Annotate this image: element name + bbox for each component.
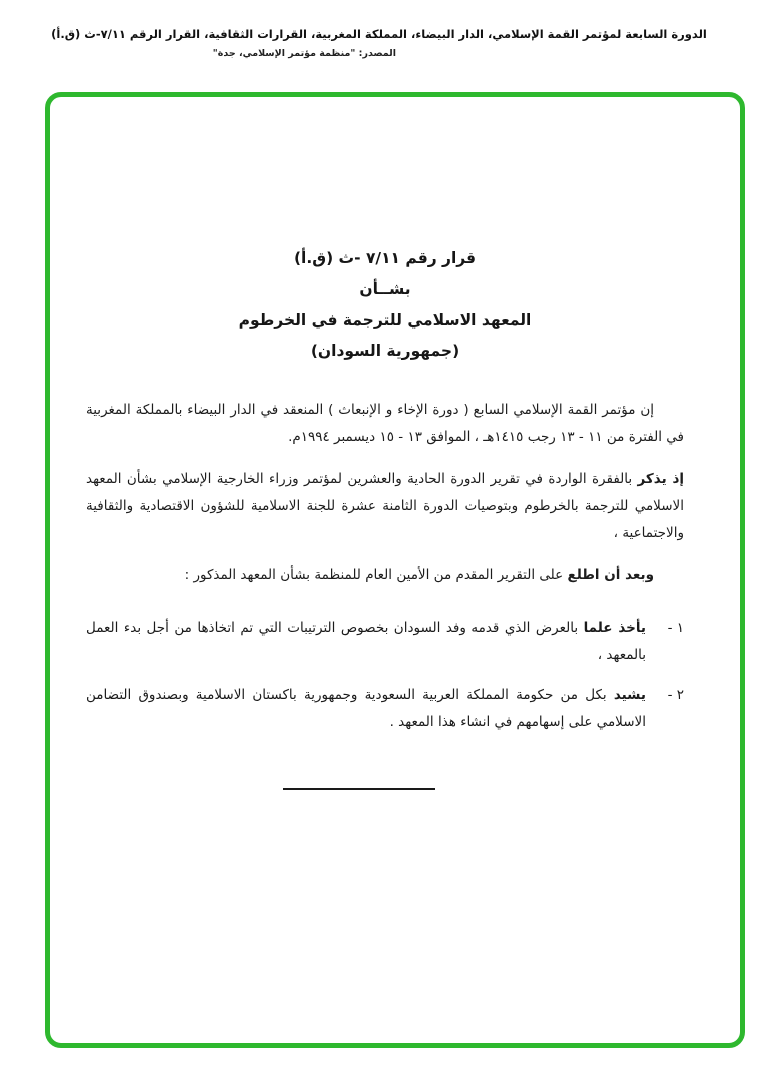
item-lead: يشيد bbox=[613, 687, 646, 703]
document-source-text: المصدر: "منظمة مؤتمر الإسلامي، جدة" bbox=[212, 48, 396, 59]
signature-line bbox=[283, 788, 435, 790]
item-text bbox=[86, 682, 646, 736]
item-text bbox=[86, 615, 646, 669]
preamble-paragraph bbox=[86, 397, 684, 451]
scanned-page-frame bbox=[45, 92, 745, 1048]
resolution-subject-word: بشــأن bbox=[359, 280, 411, 298]
report-paragraph bbox=[86, 562, 684, 589]
resolution-country-title: (جمهورية السودان) bbox=[310, 342, 460, 360]
item-number: ١ - bbox=[667, 620, 684, 636]
recall-lead: إذ يذكر bbox=[637, 471, 684, 487]
item-lead: يأخذ علما bbox=[583, 620, 646, 636]
recall-text: بالفقرة الواردة في تقرير الدورة الحادية والعشرين لمؤتمر وزراء الخارجية الإسلامي بشأن المعهد الاسلامي للترجمة بالخرطوم وبتوصيات الدورة الثامنة عشرة للجنة الاسلامية للشؤون الاقتصادية والثقافية والاجتماعية ، bbox=[86, 471, 684, 541]
document-citation-text: الدورة السابعة لمؤتمر القمة الإسلامي، الدار البيضاء، المملكة المغربية، القرارات الثقافية، القرار الرقم ٧/١١-ث (ق.أ) bbox=[51, 27, 707, 41]
resolution-item-2 bbox=[86, 682, 684, 736]
report-lead: وبعد أن اطلع bbox=[567, 567, 654, 583]
resolution-institute-title: المعهد الاسلامي للترجمة في الخرطوم bbox=[238, 311, 532, 329]
preamble-text: إن مؤتمر القمة الإسلامي السابع ( دورة الإخاء و الإنبعاث ) المنعقد في الدار البيضاء بالمملكة المغربية في الفترة من ١١ - ١٣ رجب ١٤١٥هـ ، الموافق ١٣ - ١٥ ديسمبر ١٩٩٤م. bbox=[86, 402, 684, 445]
resolution-item-1 bbox=[86, 615, 684, 669]
report-text: على التقرير المقدم من الأمين العام للمنظمة بشأن المعهد المذكور : bbox=[184, 567, 568, 583]
resolution-document bbox=[50, 97, 740, 790]
item-rest: بالعرض الذي قدمه وفد السودان بخصوص الترتيبات التي تم اتخاذها من أجل بدء العمل بالمعهد ، bbox=[86, 620, 646, 663]
resolution-items bbox=[86, 615, 684, 736]
resolution-title-block bbox=[86, 243, 684, 367]
citation-header bbox=[0, 0, 758, 59]
recall-paragraph bbox=[86, 466, 684, 547]
item-rest: بكل من حكومة المملكة العربية السعودية وجمهورية باكستان الاسلامية وبصندوق التضامن الاسلامي على إسهامهم في انشاء هذا المعهد . bbox=[86, 687, 646, 730]
resolution-number-title: قرار رقم ٧/١١ -ث (ق.أ) bbox=[293, 249, 477, 267]
item-number: ٢ - bbox=[667, 687, 684, 703]
